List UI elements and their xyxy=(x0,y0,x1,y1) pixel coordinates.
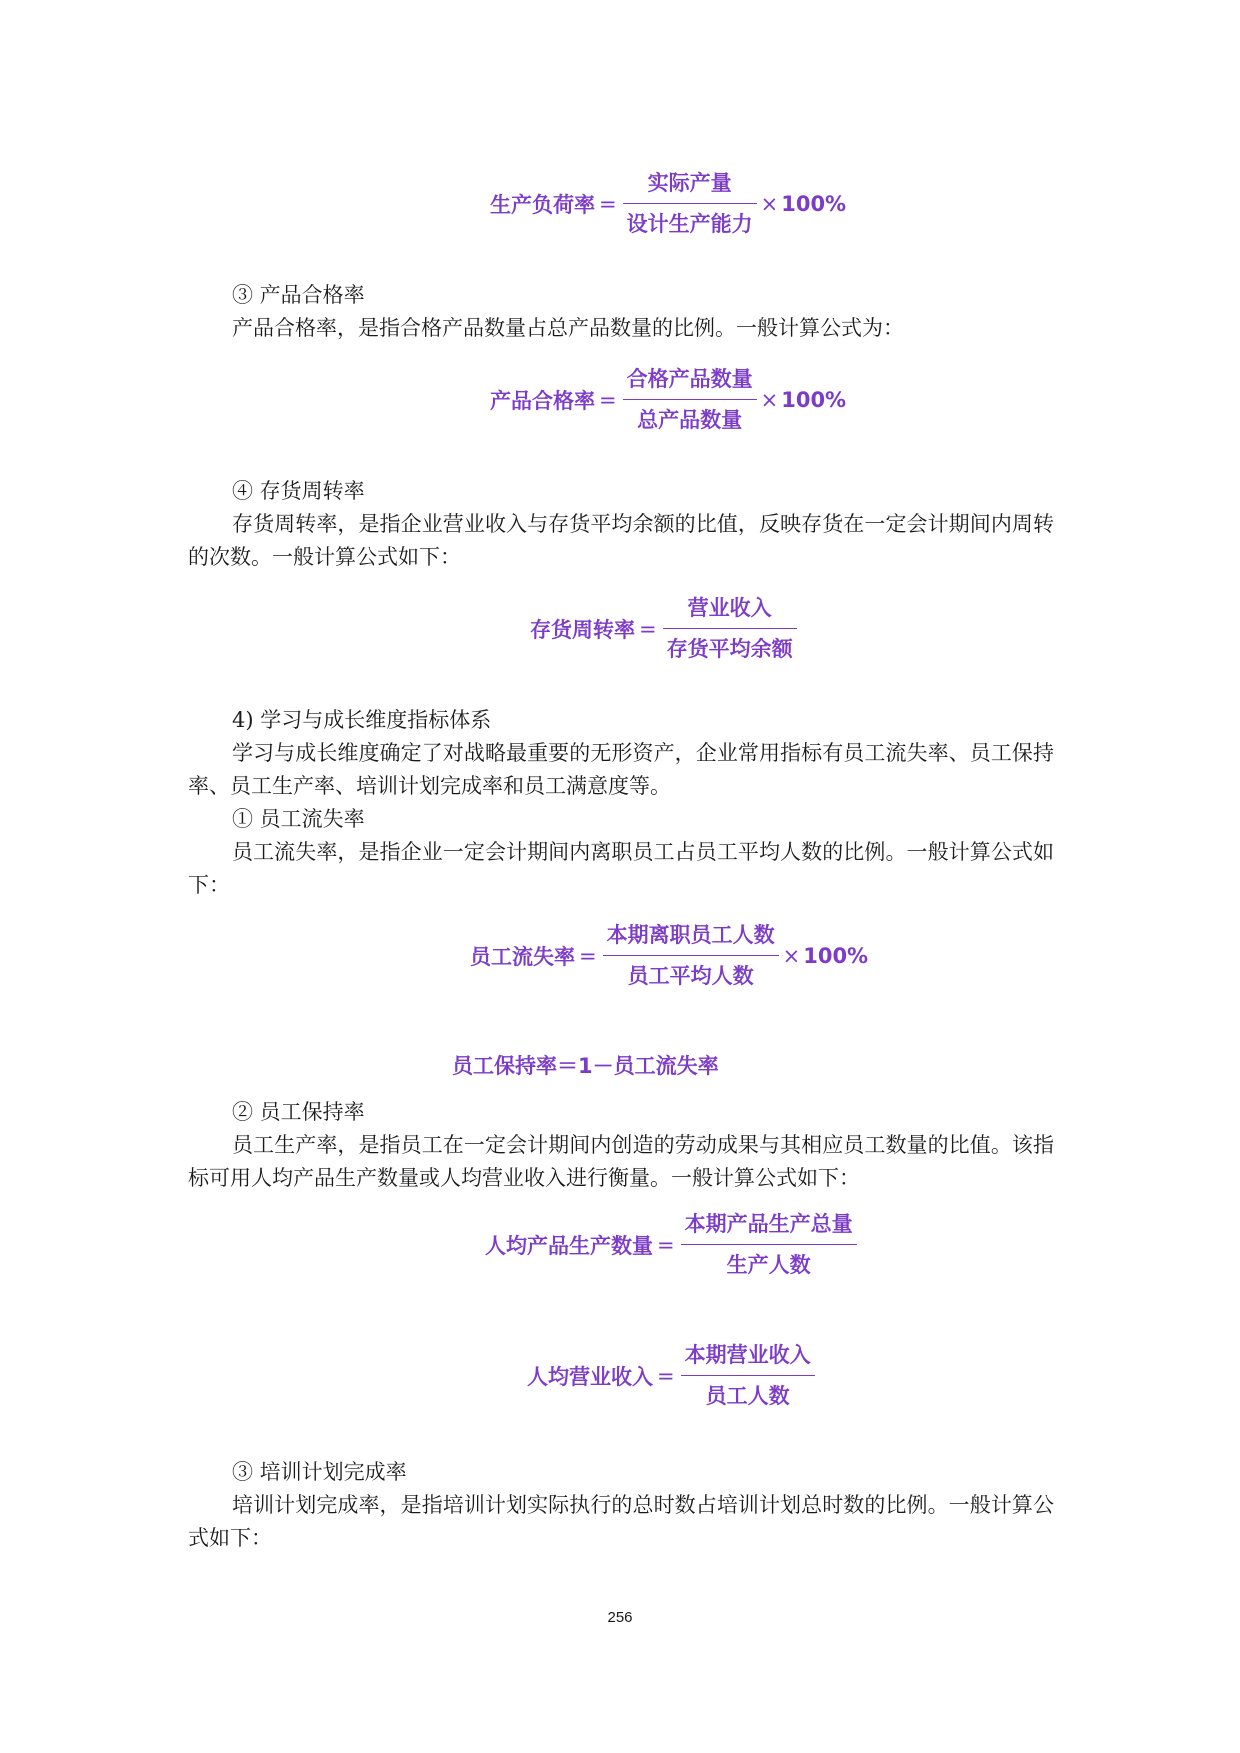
section-paragraph: 员工生产率，是指员工在一定会计期间内创造的劳动成果与其相应员工数量的比值。该指标可用人均产品生产数量或人均营业收入进行衡量。一般计算公式如下： xyxy=(188,1133,1054,1190)
formula-production-load xyxy=(490,168,846,239)
fraction-numerator: 营业收入 xyxy=(687,596,772,620)
equals-sign: = xyxy=(579,943,597,968)
section-heading: ④ 存货周转率 xyxy=(232,479,365,503)
formula-inventory-turnover xyxy=(530,593,797,664)
formula-lhs: 生产负荷率 xyxy=(490,192,595,217)
times-sign: × xyxy=(782,943,801,968)
fraction-bar xyxy=(663,628,797,629)
formula-per-capita-revenue xyxy=(527,1340,815,1411)
multiplier xyxy=(761,192,847,216)
percent-value: 100% xyxy=(781,387,847,412)
equals-sign: = xyxy=(657,1232,675,1257)
fraction xyxy=(603,920,779,991)
fraction-denominator: 生产人数 xyxy=(726,1253,811,1277)
fraction-bar xyxy=(623,399,757,400)
section-training xyxy=(188,1456,1054,1555)
fraction-bar xyxy=(681,1375,815,1376)
section-paragraph: 学习与成长维度确定了对战略最重要的无形资产，企业常用指标有员工流失率、员工保持率、员工生产率、培训计划完成率和员工满意度等。 xyxy=(188,741,1054,798)
fraction-denominator: 设计生产能力 xyxy=(626,212,753,236)
fraction-bar xyxy=(623,203,757,204)
page-number: 256 xyxy=(607,1609,633,1626)
formula-employee-turnover xyxy=(470,920,868,991)
fraction-numerator: 合格产品数量 xyxy=(626,367,753,391)
section-paragraph: 培训计划完成率，是指培训计划实际执行的总时数占培训计划总时数的比例。一般计算公式如下： xyxy=(188,1493,1054,1550)
section-heading: ② 员工保持率 xyxy=(232,1100,365,1124)
fraction-numerator: 本期离职员工人数 xyxy=(606,923,775,947)
section-retention xyxy=(188,1096,1054,1195)
fraction-bar xyxy=(603,955,779,956)
times-sign: × xyxy=(760,191,779,216)
multiplier xyxy=(761,388,847,412)
fraction-denominator: 总产品数量 xyxy=(637,408,743,432)
fraction xyxy=(623,168,757,239)
fraction-denominator: 存货平均余额 xyxy=(666,637,793,661)
section-paragraph: 产品合格率，是指合格产品数量占总产品数量的比例。一般计算公式为： xyxy=(232,316,904,340)
section-learning-growth xyxy=(188,704,1054,902)
multiplier xyxy=(783,944,869,968)
subsection-heading: ① 员工流失率 xyxy=(232,807,365,831)
section-heading: ③ 产品合格率 xyxy=(232,283,365,307)
section-heading: ③ 培训计划完成率 xyxy=(232,1460,407,1484)
formula-lhs: 人均产品生产数量 xyxy=(485,1233,653,1258)
fraction xyxy=(681,1209,857,1280)
equals-sign: = xyxy=(599,191,617,216)
formula-qualified-rate xyxy=(490,364,846,435)
equals-sign: = xyxy=(657,1363,675,1388)
formula-retention: 员工保持率＝1－员工流失率 xyxy=(452,1054,719,1078)
fraction-denominator: 员工人数 xyxy=(705,1384,790,1408)
fraction-numerator: 本期产品生产总量 xyxy=(684,1212,853,1236)
fraction xyxy=(623,364,757,435)
fraction-numerator: 本期营业收入 xyxy=(684,1343,811,1367)
formula-lhs: 产品合格率 xyxy=(490,388,595,413)
percent-value: 100% xyxy=(803,943,869,968)
subsection-paragraph: 员工流失率，是指企业一定会计期间内离职员工占员工平均人数的比例。一般计算公式如下： xyxy=(188,840,1054,897)
formula-per-capita-output xyxy=(485,1209,857,1280)
fraction xyxy=(681,1340,815,1411)
times-sign: × xyxy=(760,387,779,412)
formula-lhs: 员工流失率 xyxy=(470,944,575,969)
section-qualified-rate xyxy=(188,279,1054,345)
fraction xyxy=(663,593,797,664)
percent-value: 100% xyxy=(781,191,847,216)
formula-lhs: 存货周转率 xyxy=(530,617,635,642)
equals-sign: = xyxy=(599,387,617,412)
section-paragraph: 存货周转率，是指企业营业收入与存货平均余额的比值，反映存货在一定会计期间内周转的次数。一般计算公式如下： xyxy=(188,512,1054,569)
section-heading: 4) 学习与成长维度指标体系 xyxy=(232,708,492,732)
formula-lhs: 人均营业收入 xyxy=(527,1364,653,1389)
fraction-bar xyxy=(681,1244,857,1245)
fraction-numerator: 实际产量 xyxy=(647,171,732,195)
section-inventory-turnover xyxy=(188,475,1054,574)
fraction-denominator: 员工平均人数 xyxy=(627,964,754,988)
equals-sign: = xyxy=(639,616,657,641)
